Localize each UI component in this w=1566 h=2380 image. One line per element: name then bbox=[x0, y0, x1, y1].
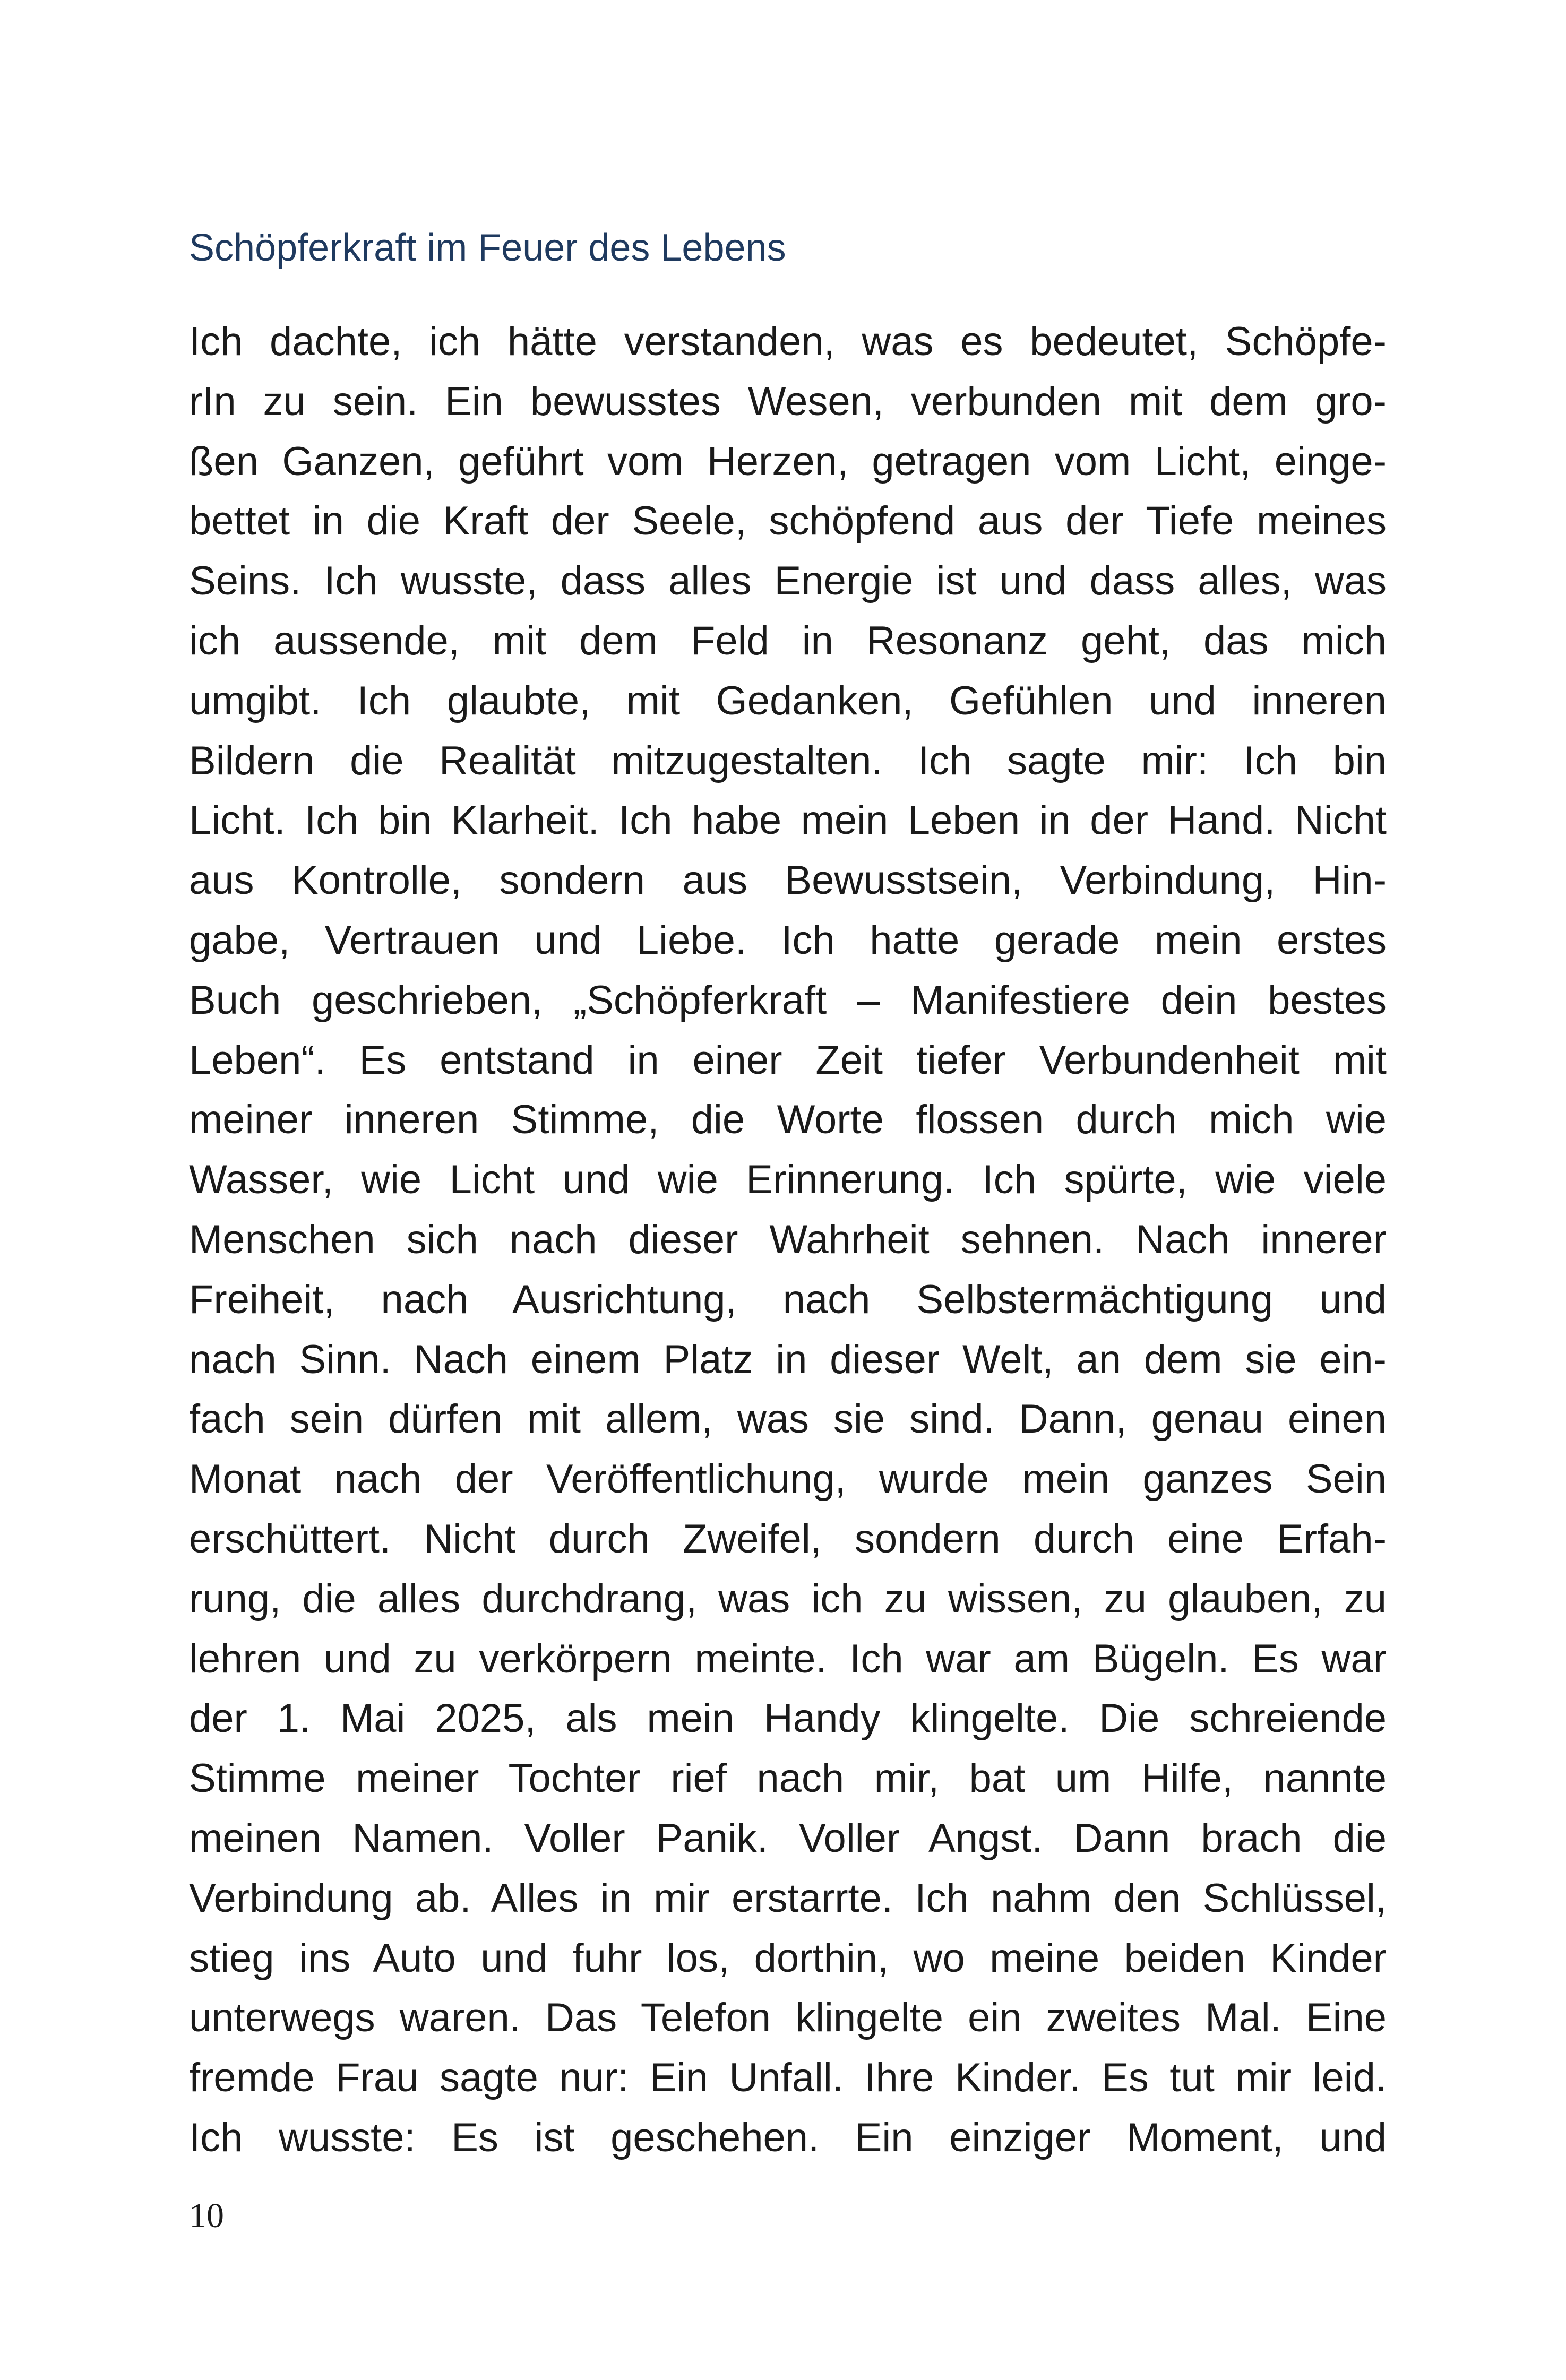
text-line: Monat nach der Veröffentlichung, wurde mein ganzes Sein bbox=[189, 1456, 1387, 1502]
text-line: Leben“. Es entstand in einer Zeit tiefer Verbundenheit mit bbox=[189, 1037, 1387, 1083]
text-line: rIn zu sein. Ein bewusstes Wesen, verbunden mit dem gro- bbox=[189, 378, 1387, 424]
text-line: Verbindung ab. Alles in mir erstarrte. Ich nahm den Schlüssel, bbox=[189, 1875, 1387, 1921]
text-line: Buch geschrieben, „Schöpferkraft – Manifestiere dein bestes bbox=[189, 977, 1387, 1023]
text-line: meiner inneren Stimme, die Worte flossen durch mich wie bbox=[189, 1097, 1387, 1143]
text-line: bettet in die Kraft der Seele, schöpfend aus der Tiefe meines bbox=[189, 498, 1387, 544]
text-line: ich aussende, mit dem Feld in Resonanz geht, das mich bbox=[189, 618, 1387, 663]
text-line: erschüttert. Nicht durch Zweifel, sondern durch eine Erfah- bbox=[189, 1516, 1387, 1562]
text-line: gabe, Vertrauen und Liebe. Ich hatte gerade mein erstes bbox=[189, 917, 1387, 963]
text-line: meinen Namen. Voller Panik. Voller Angst. Dann brach die bbox=[189, 1815, 1387, 1861]
text-line: stieg ins Auto und fuhr los, dorthin, wo meine beiden Kinder bbox=[189, 1935, 1387, 1981]
text-line: fach sein dürfen mit allem, was sie sind. Dann, genau einen bbox=[189, 1396, 1387, 1442]
text-line: fremde Frau sagte nur: Ein Unfall. Ihre Kinder. Es tut mir leid. bbox=[189, 2055, 1387, 2101]
text-line: Ich dachte, ich hätte verstanden, was es bedeutet, Schöpfe- bbox=[189, 319, 1387, 364]
text-line: Seins. Ich wusste, dass alles Energie ist und dass alles, was bbox=[189, 558, 1387, 604]
text-line: rung, die alles durchdrang, was ich zu wissen, zu glauben, zu bbox=[189, 1576, 1387, 1622]
text-line: nach Sinn. Nach einem Platz in dieser Welt, an dem sie ein- bbox=[189, 1336, 1387, 1382]
text-line: Freiheit, nach Ausrichtung, nach Selbstermächtigung und bbox=[189, 1277, 1387, 1322]
text-line: Wasser, wie Licht und wie Erinnerung. Ich spürte, wie viele bbox=[189, 1157, 1387, 1203]
text-line: Menschen sich nach dieser Wahrheit sehnen. Nach innerer bbox=[189, 1217, 1387, 1262]
text-line: umgibt. Ich glaubte, mit Gedanken, Gefühlen und inneren bbox=[189, 678, 1387, 723]
text-line: aus Kontrolle, sondern aus Bewusstsein, Verbindung, Hin- bbox=[189, 858, 1387, 903]
chapter-heading: Schöpferkraft im Feuer des Lebens bbox=[189, 227, 786, 269]
text-line: Ich wusste: Es ist geschehen. Ein einziger Moment, und bbox=[189, 2115, 1387, 2160]
body-text bbox=[189, 312, 1387, 2168]
text-line: Bildern die Realität mitzugestalten. Ich sagte mir: Ich bin bbox=[189, 738, 1387, 783]
text-line: ßen Ganzen, geführt vom Herzen, getragen vom Licht, einge- bbox=[189, 438, 1387, 484]
text-line: der 1. Mai 2025, als mein Handy klingelte. Die schreiende bbox=[189, 1696, 1387, 1741]
text-line: Stimme meiner Tochter rief nach mir, bat um Hilfe, nannte bbox=[189, 1756, 1387, 1801]
text-line: lehren und zu verkörpern meinte. Ich war am Bügeln. Es war bbox=[189, 1636, 1387, 1681]
page-number: 10 bbox=[189, 2196, 224, 2235]
text-line: Licht. Ich bin Klarheit. Ich habe mein Leben in der Hand. Nicht bbox=[189, 798, 1387, 843]
text-line: unterwegs waren. Das Telefon klingelte ein zweites Mal. Eine bbox=[189, 1995, 1387, 2041]
